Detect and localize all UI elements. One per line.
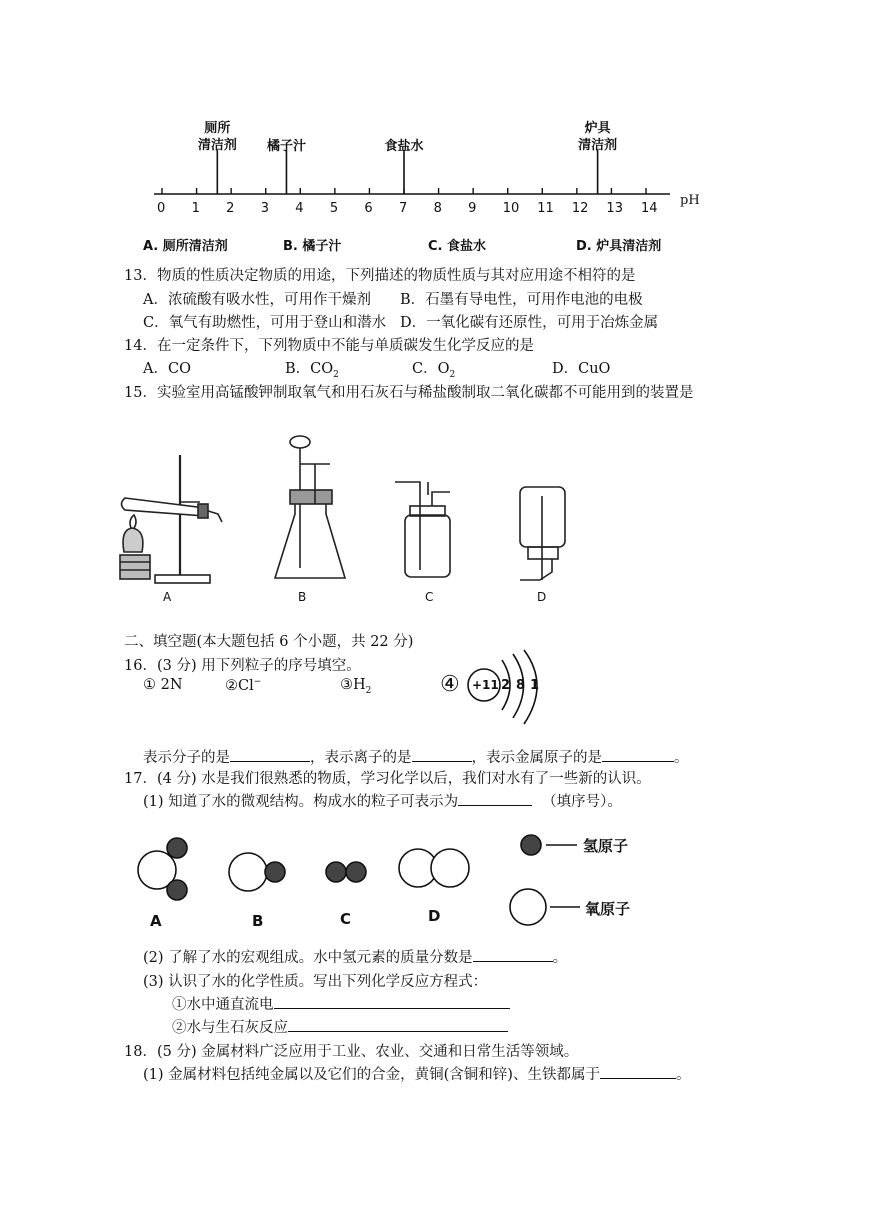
ph-option-c: C. 食盐水 [428, 239, 487, 254]
q16-stem: 16．(3 分) 用下列粒子的序号填空。 [124, 658, 361, 674]
apparatus-b [275, 436, 345, 578]
nucleus-charge: +11 [472, 678, 499, 692]
shell-3: 1 [530, 678, 540, 693]
q14-option-d: D．CuO [552, 361, 611, 377]
ph-tick-label: 4 [295, 201, 304, 216]
q16-option-4: ④ [440, 672, 460, 697]
ph-tick-label: 2 [226, 201, 235, 216]
q13-option-c: C．氧气有助燃性，可用于登山和潜水 [143, 315, 387, 331]
q16-option-2: ②Cl− [225, 677, 262, 694]
ph-tick-label: 10 [502, 201, 520, 216]
answer-blank-quicklime[interactable] [288, 1017, 508, 1032]
answer-blank-molecule[interactable] [230, 747, 310, 762]
model-label-c: C [340, 910, 352, 928]
ph-tick-label: 8 [433, 201, 442, 216]
shell-2: 8 [516, 678, 526, 693]
ph-marker-label: 炉具 [584, 121, 611, 136]
answer-blank-hydrogen-fraction[interactable] [473, 947, 553, 962]
q18-stem: 18．(5 分) 金属材料广泛应用于工业、农业、交通和日常生活等领域。 [124, 1044, 579, 1060]
ph-tick-label: 3 [260, 201, 269, 216]
apparatus-label-d: D [537, 590, 547, 604]
answer-blank-ion[interactable] [412, 747, 472, 762]
q17-part-1: (1) 知道了水的微观结构。构成水的粒子可表示为 （填序号）。 [143, 790, 622, 811]
apparatus-figure [0, 430, 869, 630]
apparatus-label-a: A [163, 590, 172, 604]
q14-option-a: A．CO [143, 361, 191, 377]
apparatus-label-c: C [425, 590, 434, 604]
q13-option-a: A．浓硫酸有吸水性，可用作干燥剂 [143, 292, 371, 308]
shell-1: 2 [501, 678, 511, 693]
ph-tick-label: 6 [364, 201, 373, 216]
ph-tick-label: 0 [157, 201, 166, 216]
ph-marker-label: 清洁剂 [578, 138, 618, 153]
q14-option-c: C．$O_2$ [412, 361, 456, 380]
ph-tick-label: 13 [606, 201, 623, 216]
q17-part-2: (2) 了解了水的宏观组成。水中氢元素的质量分数是 。 [143, 946, 567, 967]
ph-marker-label: 橘子汁 [266, 139, 306, 154]
ph-tick-label: 7 [399, 201, 408, 216]
ph-axis-label: pH [680, 193, 700, 208]
ph-tick-label: 14 [641, 201, 658, 216]
q14-option-b: B．$CO_2$ [285, 361, 339, 380]
ph-tick-label: 9 [468, 201, 477, 216]
answer-blank-electrolysis[interactable] [274, 994, 510, 1009]
apparatus-label-b: B [298, 590, 307, 604]
answer-blank-water-particle[interactable] [458, 791, 532, 806]
legend-oxygen: 氧原子 [585, 900, 631, 918]
q17-part-3: (3) 认识了水的化学性质。写出下列化学反应方程式： [143, 974, 488, 990]
q18-part-1: (1) 金属材料包括纯金属以及它们的合金，黄铜(含铜和锌)、生铁都属于 。 [143, 1063, 690, 1084]
ph-marker-label: 清洁剂 [197, 138, 237, 153]
ph-tick-label: 11 [537, 201, 554, 216]
q13-stem: 13．物质的性质决定物质的用途，下列描述的物质性质与其对应用途不相符的是 [124, 268, 636, 284]
answer-blank-metal-atom[interactable] [602, 747, 674, 762]
ph-axis [154, 150, 670, 194]
q13-option-d: D．一氧化碳有还原性，可用于冶炼金属 [400, 315, 659, 331]
ph-option-d: D. 炉具清洁剂 [576, 239, 662, 254]
q17-stem: 17．(4 分) 水是我们很熟悉的物质，学习化学以后，我们对水有了一些新的认识。 [124, 771, 651, 787]
q17-reaction-1: ①水中通直流电 [172, 993, 510, 1014]
ph-tick-label: 12 [571, 201, 589, 216]
q16-fill-line: 表示分子的是 ，表示离子的是 ，表示金属原子的是 。 [143, 746, 689, 767]
answer-blank-alloy[interactable] [600, 1064, 676, 1079]
ph-scale-figure [0, 0, 869, 260]
model-label-d: D [428, 907, 441, 925]
apparatus-d [520, 487, 565, 580]
q14-stem: 14．在一定条件下，下列物质中不能与单质碳发生化学反应的是 [124, 338, 534, 354]
ph-marker-label: 食盐水 [384, 139, 424, 154]
model-label-b: B [252, 912, 264, 930]
q17-reaction-2: ②水与生石灰反应 [172, 1016, 508, 1037]
q16-option-1: ① 2N [143, 677, 183, 693]
ph-option-b: B. 橘子汁 [283, 239, 342, 254]
ph-marker-label: 厕所 [204, 121, 231, 136]
section-2-heading: 二、填空题(本大题包括 6 个小题，共 22 分) [124, 634, 414, 650]
ph-tick-label: 1 [191, 201, 200, 216]
legend-hydrogen: 氢原子 [583, 837, 629, 855]
apparatus-a [120, 455, 222, 583]
q16-option-3: $③H_2$ [340, 677, 372, 696]
q13-option-b: B．石墨有导电性，可用作电池的电极 [400, 292, 643, 308]
model-label-a: A [150, 912, 162, 930]
ph-tick-label: 5 [329, 201, 339, 216]
q15-stem: 15．实验室用高锰酸钾制取氧气和用石灰石与稀盐酸制取二氧化碳都不可能用到的装置是 [124, 385, 694, 401]
ph-option-a: A. 厕所清洁剂 [143, 239, 228, 254]
apparatus-c [395, 482, 450, 577]
